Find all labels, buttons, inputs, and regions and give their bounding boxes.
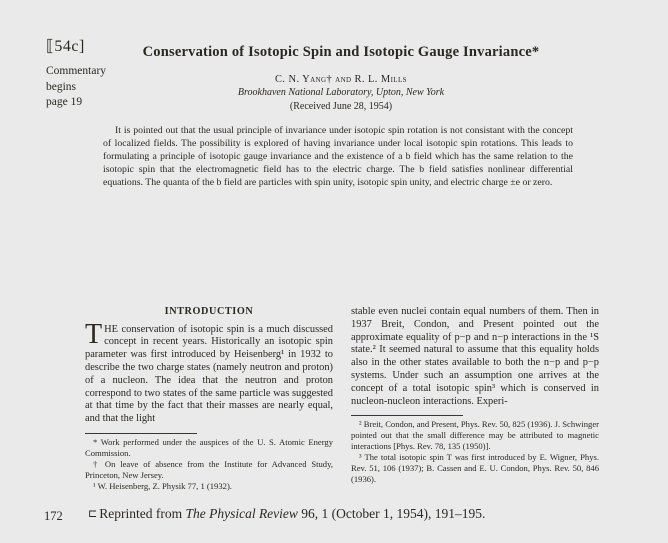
reprint-line bbox=[88, 506, 485, 522]
page-number: 172 bbox=[44, 509, 63, 523]
commentary-line-3: page 19 bbox=[46, 96, 83, 109]
affiliation: Brookhaven National Laboratory, Upton, New York bbox=[237, 87, 445, 98]
right-footnotes bbox=[351, 419, 599, 485]
right-column-paragraph: stable even nuclei contain equal numbers of them. Then in 1937 Breit, Condon, and Present pointed out the approximate equality of p−p and n−p interactions in the ¹S state.² It seemed natural to assume that this equality holds also in the other states available to both the n−p and p−p systems. Under such an assumption one arrives at the concept of a total isotopic spin³ which is conserved in nucleon-nucleon interactions. Experi- bbox=[351, 306, 599, 407]
reprint-text-suffix: 96, 1 (October 1, 1954), 191–195. bbox=[297, 506, 486, 521]
right-column bbox=[351, 306, 599, 492]
footnote-rule-right bbox=[351, 415, 463, 416]
paper-head bbox=[85, 44, 597, 112]
intro-paragraph bbox=[85, 318, 333, 426]
reference-label: ⟦54c] bbox=[46, 38, 85, 55]
footnote-item: † On leave of absence from the Institute for Advanced Study, Princeton, New Jersey. bbox=[85, 458, 333, 480]
commentary-line-2: begins bbox=[46, 80, 77, 93]
body-columns bbox=[85, 306, 599, 492]
corner-mark-icon: ⊏ bbox=[88, 508, 98, 520]
left-column bbox=[85, 306, 333, 492]
received-date: (Received June 28, 1954) bbox=[289, 101, 393, 112]
author-byline: C. N. Yang† and R. L. Mills bbox=[275, 74, 407, 85]
footnote-item: ³ The total isotopic spin T was first introduced by E. Wigner, Phys. Rev. 51, 106 (1937); B. Cassen and E. U. Condon, Phys. Rev. 50, 846 (1936). bbox=[351, 452, 599, 485]
footnote-item: ² Breit, Condon, and Present, Phys. Rev. 50, 825 (1936). J. Schwinger pointed out that the small difference may be attributed to magnetic interactions [Phys. Rev. 78, 135 (1950)]. bbox=[351, 419, 599, 452]
footnote-item: ¹ W. Heisenberg, Z. Physik 77, 1 (1932). bbox=[93, 480, 232, 491]
intro-paragraph-text: HE conservation of isotopic spin is a much discussed concept in recent years. Historically an isotopic spin parameter was first introduced by Heisenberg¹ in 1932 to describe the two charge states (namely neutron and proton) of a nucleon. The idea that the neutron and proton correspond to two states of the same particle was suggested at that time by the fact that their masses are nearly equal, and that the light bbox=[85, 323, 333, 425]
footnote-rule-left bbox=[85, 433, 197, 434]
dropcap: T bbox=[85, 318, 103, 350]
footnote-item: * Work performed under the auspices of the U. S. Atomic Energy Commission. bbox=[85, 436, 333, 458]
reprint-text-prefix: Reprinted from bbox=[99, 506, 186, 521]
journal-name: The Physical Review bbox=[185, 506, 298, 521]
left-footnotes bbox=[85, 437, 333, 492]
section-heading-introduction: INTRODUCTION bbox=[164, 306, 254, 317]
paper-title: Conservation of Isotopic Spin and Isotopic Gauge Invariance* bbox=[142, 44, 540, 60]
abstract: It is pointed out that the usual principle of invariance under isotopic spin rotation is not consistant with the concept of localized fields. The possibility is explored of having invariance under local isotopic spin rotations. This leads to formulating a principle of isotopic gauge invariance and the existence of a b field which has the same relation to the isotopic spin that the electromagnetic field has to the electric charge. The b field satisfies nonlinear differential equations. The quanta of the b field are particles with spin unity, isotopic spin unity, and electric charge ±e or zero. bbox=[103, 125, 573, 189]
commentary-line-1: Commentary bbox=[46, 65, 107, 77]
